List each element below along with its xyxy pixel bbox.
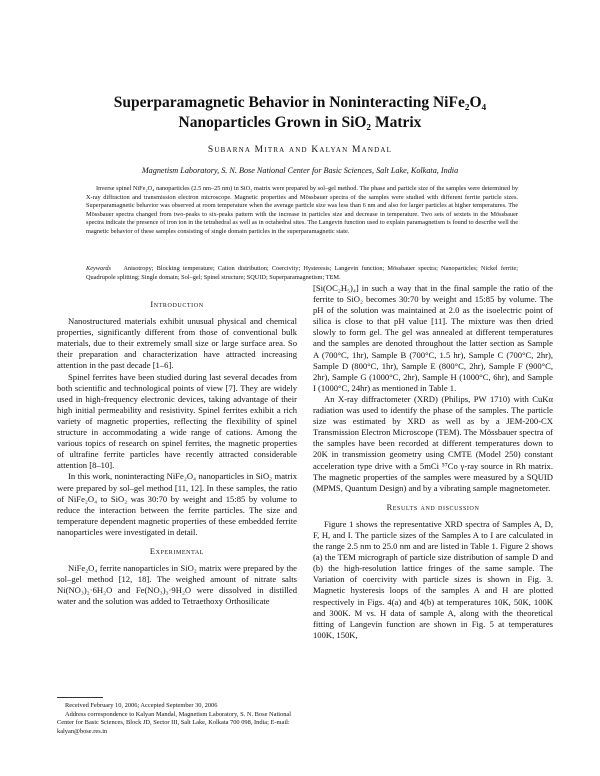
experimental-paragraph-2: [Si(OC₂H₅)₄] in such a way that in the final sample the ratio of the ferrite to SiO₂ becomes 30:70 by weight and 15:85 by volume. The pH of the solution was maintained at 2.0 as the isoelectric point of silica is close to that pH value [11]. The mixture was then dried slowly to form gel. The gel was annealed at different temperatures and the samples are denoted throughout the latter section as Sample A (700°C, 1hr), Sample B (700°C, 1.5 hr), Sample C (700°C, 2hr), Sample D (800°C, 1hr), Sample E (800°C, 2hr), Sample F (900°C, 2hr), Sample G (1000°C, 2hr), Sample H (1000°C, 6hr), and Sample I (1000°C, 24hr) as mentioned in Table 1. bbox=[313, 283, 553, 393]
intro-paragraph-3: In this work, noninteracting NiFe₂O₄ nanoparticles in SiO₂ matrix were prepared by sol–gel method [11, 12]. In these samples, the ratio of NiFe₂O₄ to SiO₂ was 30:70 by weight and 15:85 by volume to reduce the interaction between the ferrite particles. The size and temperature dependent magnetic properties of these embedded ferrite nanoparticles were investigated in detail. bbox=[57, 471, 297, 537]
abstract-text: Inverse spinel NiFe₂O₄ nanoparticles (2.5 nm–25 nm) in SiO₂ matrix were prepared by sol–gel method. The phase and particle size of the samples were determined by X-ray diffraction and transmission electron microscope. Magnetic properties and Mössbauer spectra of the samples were studied with different ferrite particle sizes. Superparamagnetic behavior was observed at room temperature when the average particle size was less than 6 nm and also for larger particles at higher temperatures. The Mössbauer spectra changed from two-peaks to six-peaks pattern with the increase in particles size and decrease in temperature. Two sets of sextets in the Mössbauer spectra indicate the presence of iron ion in the tetrahedral as well as in octahedral sites. The Langevin function used to explain paramagnetism is found to describe well the magnetic behavior of these samples consisting of single domain particles in the superparamagnetic state. bbox=[86, 185, 518, 235]
intro-paragraph-1: Nanostructured materials exhibit unusual physical and chemical properties, significantly different from those of conventional bulk materials, due to their extremely small size or large surface area. So their preparation and characterization have attracted increasing attention in the past decade [1–6]. bbox=[57, 316, 297, 371]
footnote bbox=[57, 702, 297, 736]
affiliation: Magnetism Laboratory, S. N. Bose National Center for Basic Sciences, Salt Lake, Kolkata, India bbox=[141, 166, 459, 175]
keywords bbox=[86, 265, 518, 282]
experimental-paragraph-3: An X-ray diffractometer (XRD) (Philips, PW 1710) with CuKα radiation was used to identify the phase of the samples. The particle size was estimated by XRD as well as by a JEM-200-CX Transmission Electron Microscope (TEM). The Mössbauer spectra of the samples have been recorded at different temperatures down to 20K in transmission geometry using CMTE (Model 250) constant acceleration type drive with a 5mCi ⁵⁷Co γ-ray source in Rh matrix. The magnetic properties of the samples were measured by a SQUID (MPMS, Quantum Design) and by a vibrating sample magnetometer. bbox=[313, 393, 553, 493]
keywords-text: Anisotropy; Blocking temperature; Cation distribution; Coercivity; Hysteresis; Langevin function; Mössbauer spectra; Nanoparticles; Nickel ferrite; Quadrupole splitting; Single domain; Sol–gel; Spinel structure; SQUID; Superparamagnetism; TEM. bbox=[86, 265, 518, 281]
left-column bbox=[57, 291, 297, 607]
results-paragraph-1: Figure 1 shows the representative XRD spectra of Samples A, D, F, H, and I. The particle sizes of the Samples A to I are calculated in the range 2.5 nm to 25.0 nm and are listed in Table 1. Figure 2 shows (a) the TEM micrograph of particle size distribution of sample D and (b) the high-resolution lattice fringes of the same sample. The Variation of coercivity with particle sizes is shown in Fig. 3. Magnetic hysteresis loops of the samples A and H are plotted respectively in Figs. 4(a) and 4(b) at temperatures 10K, 50K, 100K and 300K. M vs. H data of sample A, along with the theoretical fitting of Langevin function are shown in Fig. 5 at temperatures 100K, 150K, bbox=[313, 518, 553, 640]
correspondence-address: Address correspondence to Kalyan Mandal, Magnetism Laboratory, S. N. Bose National Center for Basic Sciences, Block JD, Sector III, Salt Lake, Kolkata 700 098, India; E-mail: kalyan@bose.res.in bbox=[57, 710, 292, 735]
section-heading-experimental: Experimental bbox=[149, 546, 205, 556]
authors: Subarna Mitra and Kalyan Mandal bbox=[207, 145, 393, 155]
footnote-divider bbox=[57, 697, 103, 698]
title-line-1: Superparamagnetic Behavior in Noninteracting NiFe₂O₄ bbox=[113, 94, 487, 111]
received-date: Received February 10, 2006; Accepted September 30, 2006 bbox=[65, 702, 218, 709]
title-line-2: Nanoparticles Grown in SiO₂ Matrix bbox=[178, 114, 422, 131]
section-heading-results: Results and discussion bbox=[386, 502, 480, 512]
paper-title bbox=[40, 93, 560, 133]
abstract bbox=[86, 185, 518, 237]
intro-paragraph-2: Spinel ferrites have been studied during last several decades from both scientific and technological points of view [7]. They are widely used in high-frequency electronic devices, taking advantage of their high initial permeability and resistivity. Spinel ferrites exhibit a rich variety of magnetic properties, reflecting the flexibility of spinel structure in accommodating a wide range of cations. Among the various topics of research on spinel ferrites, the magnetic properties of ultrafine ferrite particles have recently attracted considerable attention [8–10]. bbox=[57, 371, 297, 471]
experimental-paragraph-1: NiFe₂O₄ ferrite nanoparticles in SiO₂ matrix were prepared by the sol–gel method [12, 18]. The weighed amount of nitrate salts Ni(NO₃)₂·6H₂O and Fe(NO₃)₃·9H₂O were dissolved in distilled water and the solution was added to Tetraethoxy Orthosilicate bbox=[57, 563, 297, 607]
keywords-label: Keywords bbox=[86, 265, 111, 272]
right-column bbox=[313, 283, 553, 641]
section-heading-introduction: Introduction bbox=[150, 300, 204, 309]
